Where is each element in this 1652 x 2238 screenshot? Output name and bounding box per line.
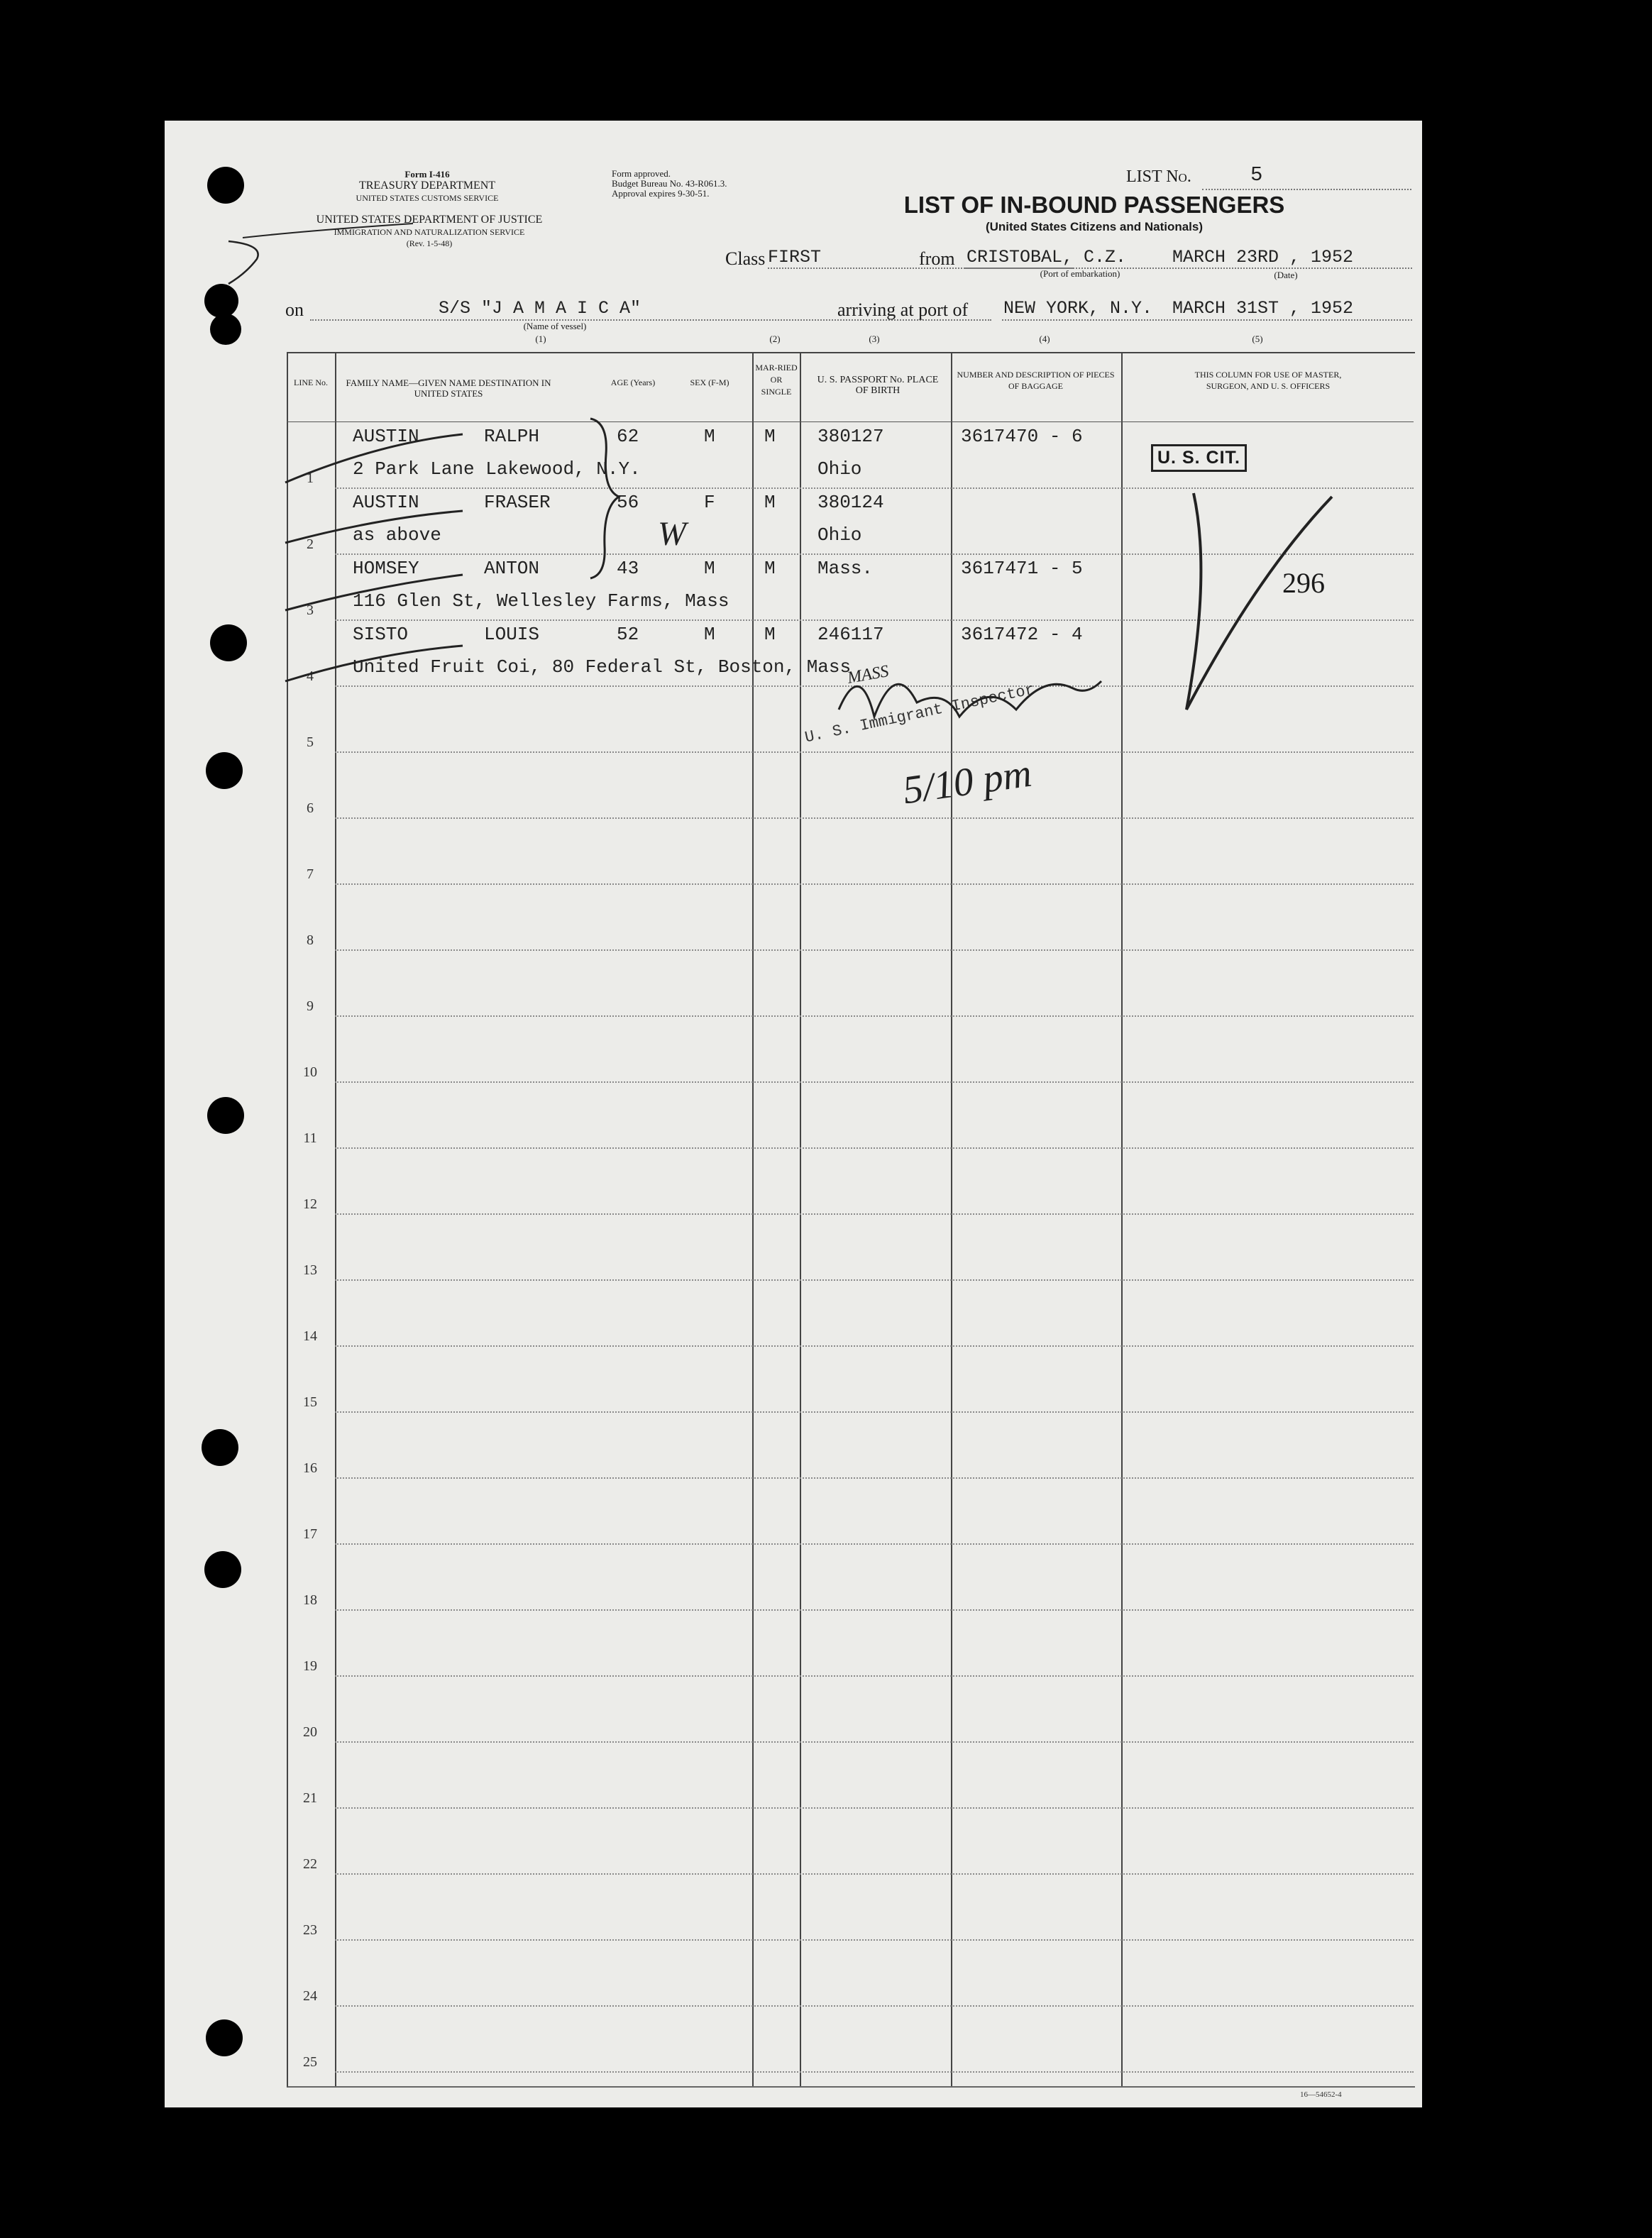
treasury-dept: TREASURY DEPARTMENT xyxy=(358,180,496,192)
class-label: Class xyxy=(725,248,766,269)
hand-w: W xyxy=(658,515,686,553)
from-date: MARCH 23RD , 1952 xyxy=(1172,247,1354,268)
passenger-sex: M xyxy=(704,558,715,579)
line-number: 14 xyxy=(303,1328,317,1344)
passenger-baggage: 3617470 - 6 xyxy=(961,426,1083,447)
line-number: 2 xyxy=(307,536,314,552)
passenger-baggage: 3617471 - 5 xyxy=(961,558,1083,579)
col-name: FAMILY NAME—GIVEN NAME DESTINATION IN UNITED STATES xyxy=(346,377,551,399)
from-port: CRISTOBAL, C.Z. xyxy=(967,247,1127,268)
line-number: 3 xyxy=(307,602,314,618)
arriving-port: NEW YORK, N.Y. xyxy=(1003,298,1153,319)
passenger-age: 56 xyxy=(617,492,639,513)
line-number: 10 xyxy=(303,1064,317,1080)
from-label: from xyxy=(919,248,955,269)
col-age: AGE (Years) xyxy=(610,377,656,387)
arriving-date: MARCH 31ST , 1952 xyxy=(1172,298,1354,319)
line-number: 22 xyxy=(303,1856,317,1872)
passenger-age: 43 xyxy=(617,558,639,579)
passenger-given: LOUIS xyxy=(484,624,540,645)
line-number: 1 xyxy=(307,470,314,486)
passenger-age: 62 xyxy=(617,426,639,447)
on-label: on xyxy=(285,299,304,320)
passenger-given: RALPH xyxy=(484,426,540,447)
passenger-destination: 116 Glen St, Wellesley Farms, Mass xyxy=(353,590,729,612)
passenger-birth: Ohio xyxy=(817,458,862,480)
line-number: 18 xyxy=(303,1592,317,1608)
line-number: 19 xyxy=(303,1658,317,1674)
col-sex: SEX (F-M) xyxy=(690,377,729,387)
passenger-given: ANTON xyxy=(484,558,540,579)
passenger-passport: 380127 xyxy=(817,426,884,447)
line-number: 6 xyxy=(307,800,314,816)
passenger-age: 52 xyxy=(617,624,639,645)
passenger-family: HOMSEY xyxy=(353,558,419,579)
page-title: LIST OF IN-BOUND PASSENGERS xyxy=(903,192,1285,218)
form-revision: (Rev. 1-5-48) xyxy=(406,238,453,248)
passenger-sex: F xyxy=(704,492,715,513)
line-number: 23 xyxy=(303,1922,317,1938)
date-caption: (Date) xyxy=(1274,270,1298,280)
passenger-passport: 246117 xyxy=(817,624,884,645)
col-married: MAR-RIED OR SINGLE xyxy=(755,363,798,397)
customs-service: UNITED STATES CUSTOMS SERVICE xyxy=(356,193,499,203)
passenger-family: SISTO xyxy=(353,624,409,645)
inspector-stamp: U. S. Immigrant Inspector xyxy=(803,680,1037,747)
line-number: 24 xyxy=(303,1988,317,2004)
passenger-sex: M xyxy=(704,426,715,447)
passenger-family: AUSTIN xyxy=(353,492,419,513)
line-number: 21 xyxy=(303,1790,317,1806)
passenger-married: M xyxy=(764,426,776,447)
line-number: 12 xyxy=(303,1196,317,1212)
line-number: 8 xyxy=(307,932,314,948)
class-value: FIRST xyxy=(768,247,822,268)
list-no-label: LIST No. xyxy=(1126,167,1191,186)
ins-service: IMMIGRATION AND NATURALIZATION SERVICE xyxy=(334,227,525,237)
col-baggage: NUMBER AND DESCRIPTION OF PIECES OF BAGGAGE xyxy=(957,370,1115,391)
passenger-married: M xyxy=(764,558,776,579)
passenger-passport: 380124 xyxy=(817,492,884,513)
passenger-given: FRASER xyxy=(484,492,551,513)
approval-note: Form approved. Budget Bureau No. 43-R061.3. Approval expires 9-30-51. xyxy=(612,168,727,199)
us-cit-stamp: U. S. CIT. xyxy=(1151,444,1247,472)
passenger-destination: United Fruit Coi, 80 Federal St, Boston, Mass xyxy=(353,656,852,678)
passenger-baggage: 3617472 - 4 xyxy=(961,624,1083,645)
document-page: Form I-416 TREASURY DEPARTMENT UNITED STATES CUSTOMS SERVICE UNITED STATES DEPARTMENT OF JUSTICE IMMIGRATION AND NATURALIZATION SERVICE (Rev. 1-5-48) Form approved. Budget Bureau No. 43-R061.3. Approval expires 9-30-51. LIST No. 5 LIST OF IN-BOUND PASSENGERS (United States Citizens and Nationals) Class FIRST from CRISTOBAL, C.Z. MARCH 23RD , 1952 (Port of embarkation) (Date) on S/S "J A M A I C A" arriving at port of NEW YORK, N.Y. MARCH 31ST , 1952 (Name of vessel) (1) (2) (3) (4) (5) LINE No. FAMILY NAME—GIVEN NAME DESTINATION IN UNITED STATES AGE (Years) SEX (F-M) MAR-RIED OR SINGLE U. S. PASSPORT No. PLACE OF BIRTH NUMBER AND DESCRIPTION OF PIECES OF BAGGAGE THIS COLUMN FOR USE OF MASTER, SURGEON, AND U. S. OFFICERS 1 2 3 4 5 6 7 8 9 10 11 12 13 14 15 16 17 18 19 20 21 22 23 24 25 AUSTIN RALPH 62 M M 380127 3617470 - 6 2 Park Lane Lakewood, N.Y. Ohio AUSTIN FRASER 56 F M 380124 as above Ohio HOMSEY ANTON 43 M M Mass. 3617471 - 5 116 Glen St, Wellesley Farms, Mass SISTO LOUIS 52 M M 246117 3617472 - 4 United Fruit Coi, 80 Federal St, Boston, Mass U. S. CIT. 296 U. S. Immigrant Inspector MASS W 5/10 pm 16—54652-4 xyxy=(165,121,1422,2107)
line-number: 20 xyxy=(303,1724,317,1740)
tally-number: 296 xyxy=(1282,567,1325,599)
col-officers: THIS COLUMN FOR USE OF MASTER, SURGEON, AND U. S. OFFICERS xyxy=(1194,370,1342,391)
line-number: 25 xyxy=(303,2054,317,2070)
arriving-label: arriving at port of xyxy=(837,299,969,320)
passenger-married: M xyxy=(764,624,776,645)
passenger-married: M xyxy=(764,492,776,513)
line-number: 7 xyxy=(307,866,314,882)
col-line-no: LINE No. xyxy=(294,377,328,387)
page-subtitle: (United States Citizens and Nationals) xyxy=(985,220,1204,233)
line-number: 5 xyxy=(307,734,314,750)
line-number: 13 xyxy=(303,1262,317,1278)
passenger-family: AUSTIN xyxy=(353,426,419,447)
form-id: Form I-416 xyxy=(404,169,450,180)
port-caption: (Port of embarkation) xyxy=(1040,268,1120,279)
passenger-birth: Ohio xyxy=(817,524,862,546)
line-number: 15 xyxy=(303,1394,317,1410)
col-passport: U. S. PASSPORT No. PLACE OF BIRTH xyxy=(817,375,939,396)
passenger-destination: as above xyxy=(353,524,441,546)
list-no-value: 5 xyxy=(1250,163,1263,187)
hand-mass: MASS xyxy=(846,662,891,688)
passenger-destination: 2 Park Lane Lakewood, N.Y. xyxy=(353,458,641,480)
line-number: 16 xyxy=(303,1460,317,1476)
vessel-caption: (Name of vessel) xyxy=(523,321,587,331)
line-number: 11 xyxy=(303,1130,317,1146)
hand-time: 5/10 pm xyxy=(900,751,1035,813)
passenger-passport: Mass. xyxy=(817,558,874,579)
passenger-sex: M xyxy=(704,624,715,645)
line-number: 4 xyxy=(307,668,314,684)
vessel-name: S/S "J A M A I C A" xyxy=(439,298,641,319)
line-number: 9 xyxy=(307,998,314,1014)
line-number: 17 xyxy=(303,1526,317,1542)
form-code: 16—54652-4 xyxy=(1300,2090,1342,2099)
handwriting-marks xyxy=(165,121,1422,2107)
justice-dept: UNITED STATES DEPARTMENT OF JUSTICE xyxy=(316,214,543,226)
